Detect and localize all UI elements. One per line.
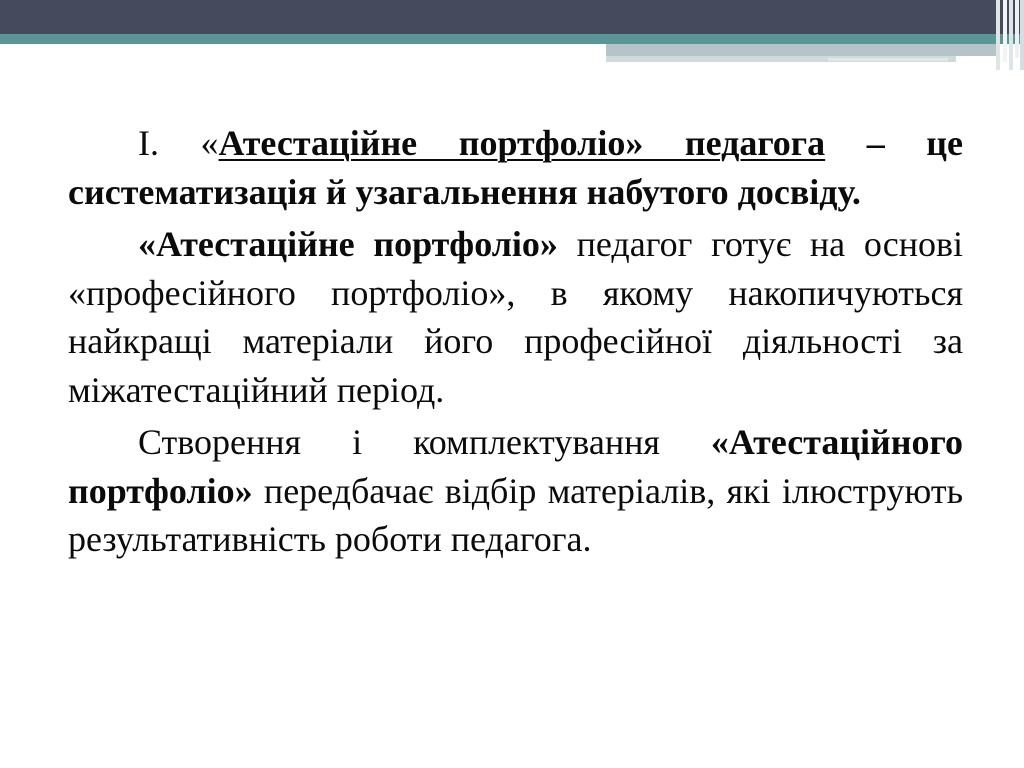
paragraph-compilation (68, 418, 963, 564)
paragraph-definition (68, 119, 963, 216)
paragraph-preparation (68, 220, 963, 414)
preparation-text: педагог готує на основі «професійного портфоліо», в якому накопичуються найкращі матеріали його професійної діяльності за міжатестаційний період. (68, 224, 963, 410)
compilation-lead: Створення і комплектування (138, 422, 711, 462)
header-corner-stripe (1020, 0, 1024, 70)
header-corner-stripe (1009, 0, 1013, 70)
header-band-line (828, 58, 948, 61)
header-band-gray (606, 44, 996, 56)
slide-body (68, 119, 963, 568)
header-corner-stripe (1003, 0, 1007, 62)
header-corner-stripe (1015, 0, 1019, 58)
definition-term: Атестаційне портфоліо» педагога (218, 123, 826, 163)
header-band-teal (0, 34, 1024, 44)
definition-dash: – (825, 123, 885, 163)
definition-prefix: I. « (138, 123, 219, 163)
definition-text: це систематизація й узагальнення набутого досвіду. (68, 123, 963, 212)
header-corner-stripe (996, 0, 1000, 70)
header-band-dark (0, 0, 1024, 34)
compilation-text: передбачає відбір матеріалів, які ілюструють результативність роботи педагога. (68, 470, 963, 559)
preparation-term: «Атестаційне портфоліо» (138, 224, 558, 264)
compilation-term: «Атестаційного портфоліо» (68, 422, 963, 511)
